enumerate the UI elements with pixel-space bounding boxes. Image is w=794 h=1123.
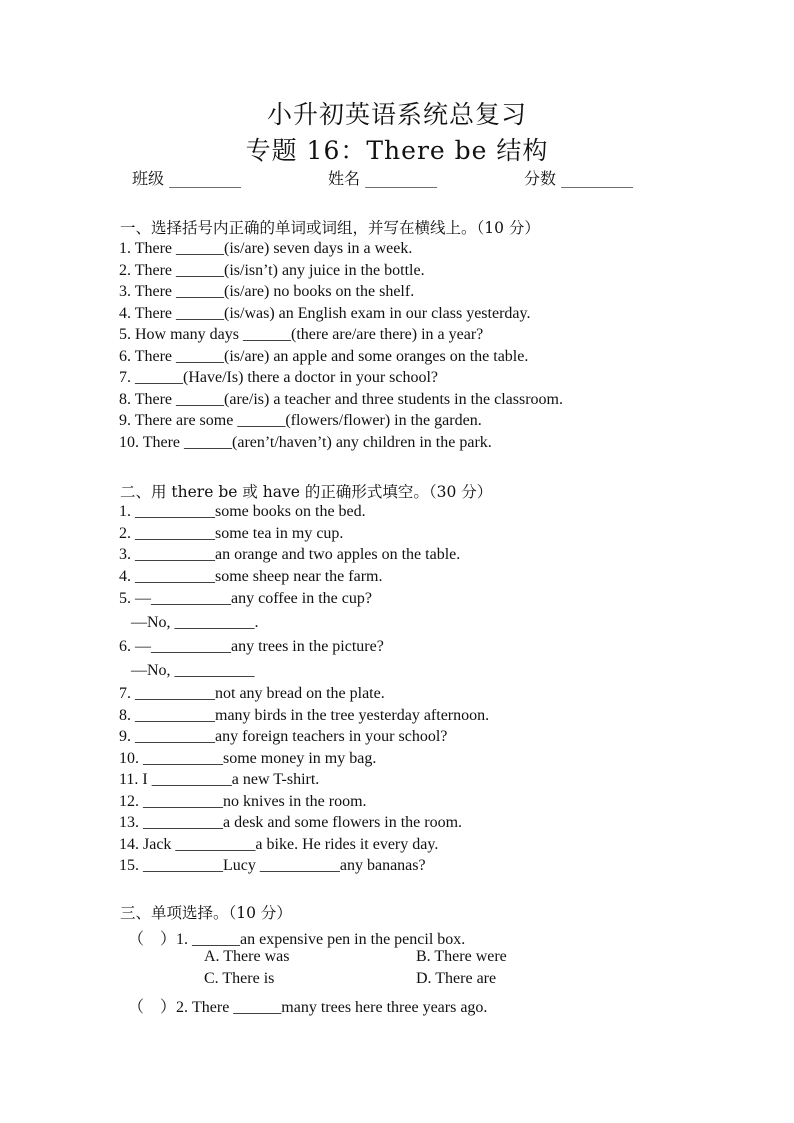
list-item: 4. __________some sheep near the farm.: [119, 567, 383, 585]
class-field: 班级 _________: [132, 169, 242, 188]
section2-heading: 二、用 there be 或 have 的正确形式填空。（30 分）: [120, 483, 493, 501]
list-item: 9. __________any foreign teachers in your school?: [119, 728, 448, 745]
list-item: 2. There ______(is/isn’t) any juice in the bottle.: [119, 261, 425, 279]
name-field: 姓名 _________: [328, 169, 438, 188]
list-item: 4. There ______(is/was) an English exam in our class yesterday.: [119, 304, 531, 322]
list-item: 1. __________some books on the bed.: [119, 503, 366, 520]
list-item: 7. __________not any bread on the plate.: [119, 685, 385, 702]
list-item: 3. __________an orange and two apples on the table.: [119, 546, 461, 563]
student-info-row: [0, 166, 794, 192]
list-item: —No, __________.: [119, 614, 259, 631]
page-title: 小升初英语系统总复习: [266, 100, 527, 129]
list-item: —No, __________: [119, 662, 255, 679]
list-item: 5. How many days ______(there are/are there) in a year?: [119, 326, 484, 343]
list-item: 7. ______(Have/Is) there a doctor in your school?: [119, 369, 439, 386]
section3-heading: 三、单项选择。（10 分）: [120, 904, 292, 922]
list-item: 6. —__________any trees in the picture?: [119, 638, 384, 655]
section1-heading: 一、选择括号内正确的单词或词组，并写在横线上。（10 分）: [120, 219, 540, 237]
question-2-stem: （ ）2. There ______many trees here three years ago.: [128, 999, 488, 1016]
list-item: 9. There are some ______(flowers/flower) in the garden.: [119, 412, 482, 429]
list-item: 1. There ______(is/are) seven days in a week.: [119, 240, 413, 257]
list-item: 13. __________a desk and some flowers in the room.: [119, 814, 463, 831]
list-item: 6. There ______(is/are) an apple and some oranges on the table.: [119, 347, 529, 365]
option-b: B. There were: [416, 948, 507, 965]
list-item: 11. I __________a new T-shirt.: [119, 771, 320, 788]
list-item: 8. __________many birds in the tree yesterday afternoon.: [119, 706, 490, 724]
section2-list: [119, 501, 489, 877]
option-a: A. There was: [204, 948, 290, 965]
option-c: C. There is: [204, 970, 275, 987]
section1-list: [119, 238, 563, 453]
option-d: D. There are: [416, 970, 497, 987]
list-item: 2. __________some tea in my cup.: [119, 524, 344, 542]
score-field: 分数 _________: [524, 169, 634, 188]
list-item: 10. There ______(aren’t/haven’t) any children in the park.: [119, 433, 492, 451]
list-item: 3. There ______(is/are) no books on the shelf.: [119, 283, 415, 300]
list-item: 8. There ______(are/is) a teacher and three students in the classroom.: [119, 390, 563, 408]
list-item: 14. Jack __________a bike. He rides it every day.: [119, 835, 439, 853]
page-subtitle: 专题 16：There be 结构: [245, 136, 549, 165]
list-item: 15. __________Lucy __________any bananas?: [119, 857, 426, 874]
list-item: 12. __________no knives in the room.: [119, 792, 367, 810]
list-item: 5. —__________any coffee in the cup?: [119, 590, 372, 607]
list-item: 10. __________some money in my bag.: [119, 749, 377, 767]
question-1-stem: （ ）1. ______an expensive pen in the pencil box.: [128, 931, 466, 948]
